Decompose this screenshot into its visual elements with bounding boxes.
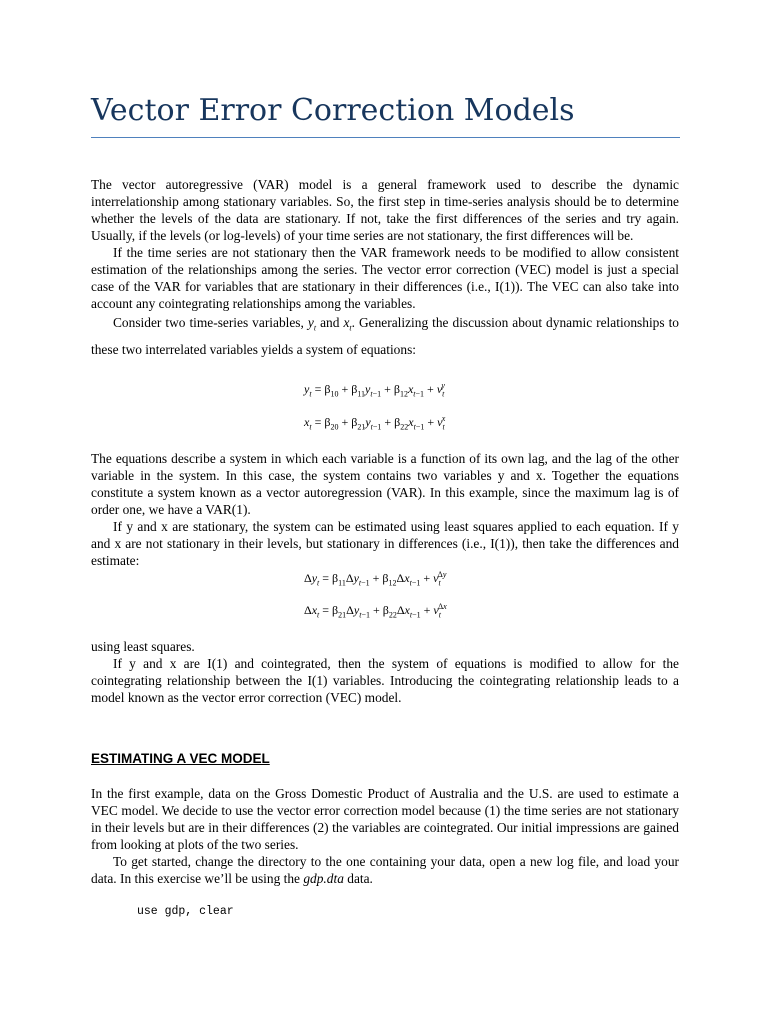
equation-diff-x: $\Delta x_t = \beta_{21}\Delta y_{t-1} + \beta_{22}\Delta x_{t-1} + v_t^{\Delta x}$	[304, 602, 447, 620]
paragraph-cointegrated: If y and x are I(1) and cointegrated, then the system of equations is modified to allow for the cointegrating relationship between the I(1) variables. Introducing the cointegrating relationship leads to a model known as the vector error correction (VEC) model.	[91, 656, 679, 705]
paragraph-first-example: In the first example, data on the Gross Domestic Product of Australia and the U.S. are used to estimate a VEC model. We decide to use the vector error correction model because (1) the time series are not stationary in their levels but are in their differences (2) the variables are cointegrated. Our initial impressions are gained from looking at plots of the two series.	[91, 786, 679, 852]
p3-end: . Generalizing the discussion about dynamic relationships to these two interrelated variables yields a system of equations:	[91, 315, 680, 357]
page-title: Vector Error Correction Models	[91, 93, 575, 128]
intro-paragraph-2: If the time series are not stationary then the VAR framework needs to be modified to allow consistent estimation of the relationships among the series. The vector error correction (VEC) model is just a special case of the VAR for variables that are stationary in their differences (i.e., I(1)). The VEC can also take into account any cointegrating relationships among the variables.	[91, 245, 679, 311]
section-text	[91, 785, 679, 887]
equation-var-x: $x_t = \beta_{20} + \beta_{21}y_{t-1} + \beta_{22}x_{t-1} + v_t^x$	[304, 414, 446, 432]
data-file-name: gdp.dta	[303, 871, 344, 886]
paragraph-least-squares: using least squares.	[91, 639, 195, 654]
equation-var-y: $y_t = \beta_{10} + \beta_{11}y_{t-1} + \beta_{12}x_{t-1} + v_t^y$	[304, 381, 445, 399]
paragraph-system: The equations describe a system in which each variable is a function of its own lag, and the lag of the other variable in the system. In this case, the system contains two variables y and x. Together the equations constitute a system known as a vector autoregression (VAR). In this example, since the maximum lag is of order one, we have a VAR(1).	[91, 451, 679, 517]
stata-code-line: use gdp, clear	[137, 905, 234, 918]
var-explanation-text	[91, 450, 679, 569]
p3-and: and	[320, 315, 340, 330]
intro-paragraph-1: The vector autoregressive (VAR) model is a general framework used to describe the dynamic interrelationship among stationary variables. So, the first step in time-series analysis should be to determine whether the levels of the data are stationary. If not, take the first differences of the series and try again. Usually, if the levels (or log-levels) of your time series are not stationary, the first differences will be.	[91, 177, 679, 243]
title-underline-rule	[91, 137, 680, 138]
section-heading: ESTIMATING A VEC MODEL	[91, 751, 270, 766]
equation-diff-y: $\Delta y_t = \beta_{11}\Delta y_{t-1} + \beta_{12}\Delta x_{t-1} + v_t^{\Delta y}$	[304, 570, 447, 588]
get-started-text: To get started, change the directory to the one containing your data, open a new log file, and load your data. In this exercise we’ll be using the	[91, 854, 679, 886]
paragraph-get-started	[91, 853, 679, 887]
paragraph-stationary: If y and x are stationary, the system can be estimated using least squares applied to each equation. If y and x are not stationary in their levels, but stationary in differences (i.e., I(1)), then take the differences and estimate:	[91, 519, 679, 568]
post-equation-text	[91, 638, 679, 706]
get-started-end: data.	[347, 871, 373, 886]
intro-paragraph-3: Consider two time-series variables, $y_t$ and $x_t$. Generalizing the discussion about dynamic relationships to these two interrelated variables yields a system of equations:	[91, 315, 680, 357]
intro-text	[91, 176, 679, 360]
p3-start: Consider two time-series variables,	[113, 315, 304, 330]
